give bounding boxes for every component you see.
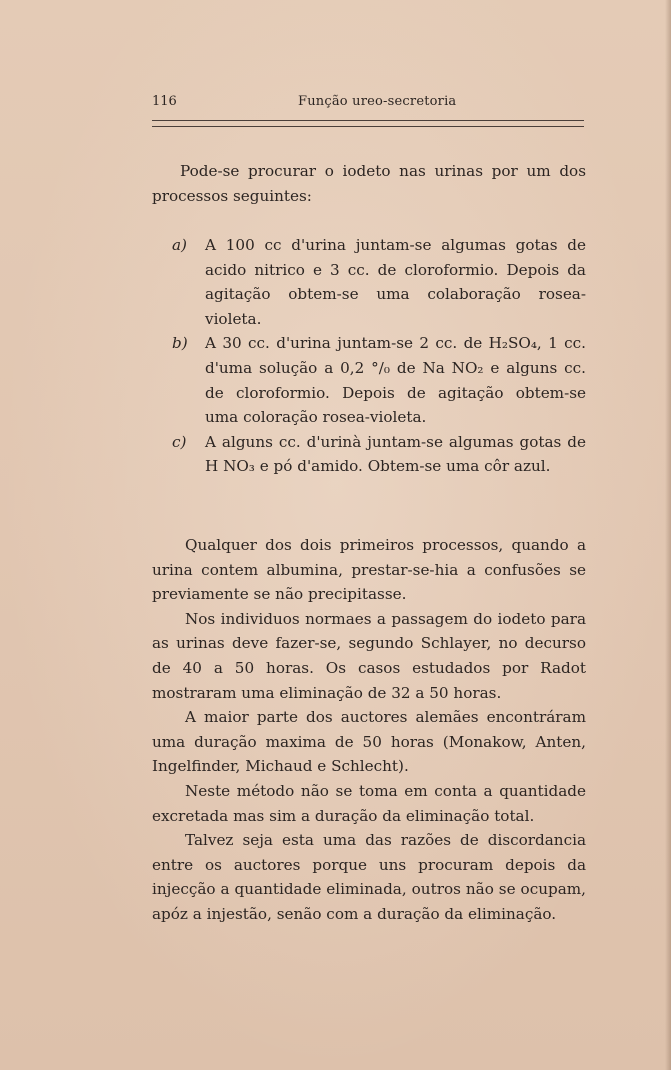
list-item-text: A alguns cc. d'urinà juntam-se algumas gotas de H NO₃ e pó d'amido. Obtem-se uma côr azul. [205,432,586,476]
procedure-list [172,233,586,479]
intro-section [152,159,586,208]
header-rule-bottom [152,126,584,127]
list-item [172,430,586,479]
list-item-marker: c) [172,432,187,451]
page-header [152,92,584,114]
body-text [152,533,586,927]
header-rule-top [152,120,584,121]
list-item [172,331,586,429]
list-item [172,233,586,331]
body-paragraph: Neste método não se toma em conta a quantidade excretada mas sim a duração da eliminação total. [152,781,586,825]
list-item-text: A 30 cc. d'urina juntam-se 2 cc. de H₂SO₄, 1 cc. d'uma solução a 0,2 °/₀ de Na NO₂ e alguns cc. de cloroformio. Depois de agitação obtem-se uma coloração rosea-violeta. [205,334,586,427]
page-number: 116 [152,94,177,109]
body-paragraph: Nos individuos normaes a passagem do iodeto para as urinas deve fazer-se, segundo Schlayer, no decurso de 40 a 50 horas. Os casos estudados por Radot mostraram uma eliminação de 32 a 50 horas. [152,609,586,702]
body-paragraph: Qualquer dos dois primeiros processos, quando a urina contem albumina, prestar-se-hia a confusões se previamente se não precipitasse. [152,536,586,604]
running-head: Função ureo-secretoria [298,94,457,109]
body-paragraph: Talvez seja esta uma das razões de discordancia entre os auctores porque uns procuram depois da injecção a quantidade eliminada, outros não se ocupam, apóz a injestão, senão com a duração da eliminação. [152,831,586,923]
list-item-marker: b) [172,334,188,353]
intro-paragraph: Pode-se procurar o iodeto nas urinas por um dos processos seguintes: [152,162,586,205]
body-paragraph: A maior parte dos auctores alemães encontráram uma duração maxima de 50 horas (Monakow, Anten, Ingelfinder, Michaud e Schlecht). [152,708,586,776]
list-item-marker: a) [172,236,187,254]
list-item-text: A 100 cc d'urina juntam-se algumas gotas de acido nitrico e 3 cc. de cloroformio. Depois da agitação obtem-se uma colaboração rosea-violeta. [205,236,586,328]
